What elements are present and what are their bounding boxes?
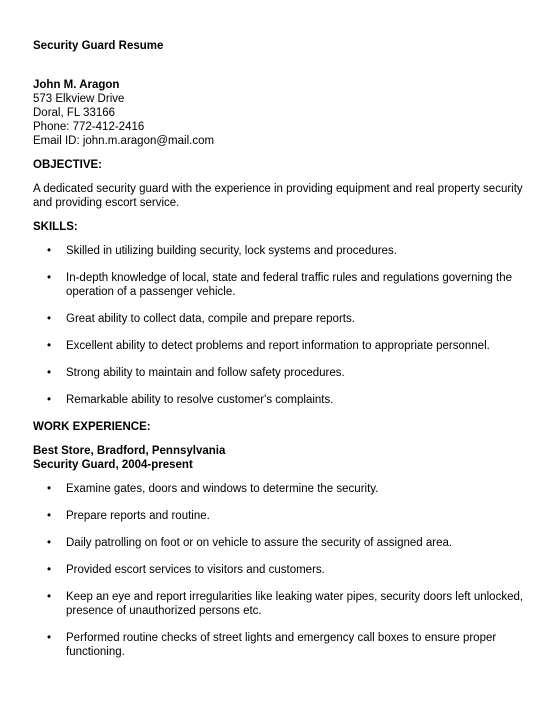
- list-item-text: Remarkable ability to resolve customer's complaints.: [66, 394, 334, 406]
- bullet-icon: •: [47, 632, 52, 644]
- list-item-text: Performed routine checks of street lights and emergency call boxes to ensure proper functioning.: [66, 632, 497, 658]
- list-item: [33, 271, 528, 299]
- skills-heading: SKILLS:: [33, 221, 78, 233]
- contact-email: Email ID: john.m.aragon@mail.com: [33, 135, 215, 147]
- list-item: [33, 563, 528, 577]
- bullet-icon: •: [47, 245, 52, 257]
- list-item: [33, 312, 528, 326]
- list-item: [33, 366, 528, 380]
- list-item: [33, 536, 528, 550]
- list-item-text: Excellent ability to detect problems and report information to appropriate personnel.: [66, 340, 490, 352]
- bullet-icon: •: [47, 340, 52, 352]
- list-item: [33, 482, 528, 496]
- bullet-icon: •: [47, 510, 52, 522]
- list-item-text: In-depth knowledge of local, state and federal traffic rules and regulations governing the operation of a passenger vehicle.: [66, 272, 513, 298]
- contact-address-line1: 573 Elkview Drive: [33, 93, 125, 105]
- bullet-icon: •: [47, 483, 52, 495]
- contact-phone: Phone: 772-412-2416: [33, 121, 145, 133]
- bullet-icon: •: [47, 564, 52, 576]
- bullet-icon: •: [47, 367, 52, 379]
- bullet-icon: •: [47, 591, 52, 603]
- contact-block: [33, 78, 528, 148]
- list-item-text: Strong ability to maintain and follow safety procedures.: [66, 367, 345, 379]
- job-header: [33, 444, 528, 472]
- employer-line: Best Store, Bradford, Pennsylvania: [33, 445, 226, 457]
- list-item: [33, 631, 528, 659]
- list-item-text: Prepare reports and routine.: [66, 510, 210, 522]
- list-item: [33, 509, 528, 523]
- list-item: [33, 590, 528, 618]
- list-item-text: Provided escort services to visitors and customers.: [66, 564, 325, 576]
- list-item: [33, 339, 528, 353]
- list-item-text: Great ability to collect data, compile and prepare reports.: [66, 313, 355, 325]
- objective-text: A dedicated security guard with the experience in providing equipment and real property security and providing escort service.: [33, 183, 523, 209]
- list-item: [33, 244, 528, 258]
- work-experience-heading: WORK EXPERIENCE:: [33, 421, 151, 433]
- list-item-text: Skilled in utilizing building security, lock systems and procedures.: [66, 245, 397, 257]
- list-item-text: Daily patrolling on foot or on vehicle to assure the security of assigned area.: [66, 537, 453, 549]
- contact-address-line2: Doral, FL 33166: [33, 107, 116, 119]
- position-line: Security Guard, 2004-present: [33, 459, 193, 471]
- bullet-icon: •: [47, 272, 52, 284]
- bullet-icon: •: [47, 394, 52, 406]
- document-title: Security Guard Resume: [33, 40, 164, 52]
- objective-heading: OBJECTIVE:: [33, 159, 103, 171]
- bullet-icon: •: [47, 537, 52, 549]
- list-item-text: Keep an eye and report irregularities like leaking water pipes, security doors left unlocked, presence of unauthorized persons etc.: [66, 591, 524, 617]
- work-duties-list: [33, 482, 528, 659]
- list-item-text: Examine gates, doors and windows to determine the security.: [66, 483, 379, 495]
- contact-name: John M. Aragon: [33, 79, 120, 91]
- skills-list: [33, 244, 528, 407]
- bullet-icon: •: [47, 313, 52, 325]
- list-item: [33, 393, 528, 407]
